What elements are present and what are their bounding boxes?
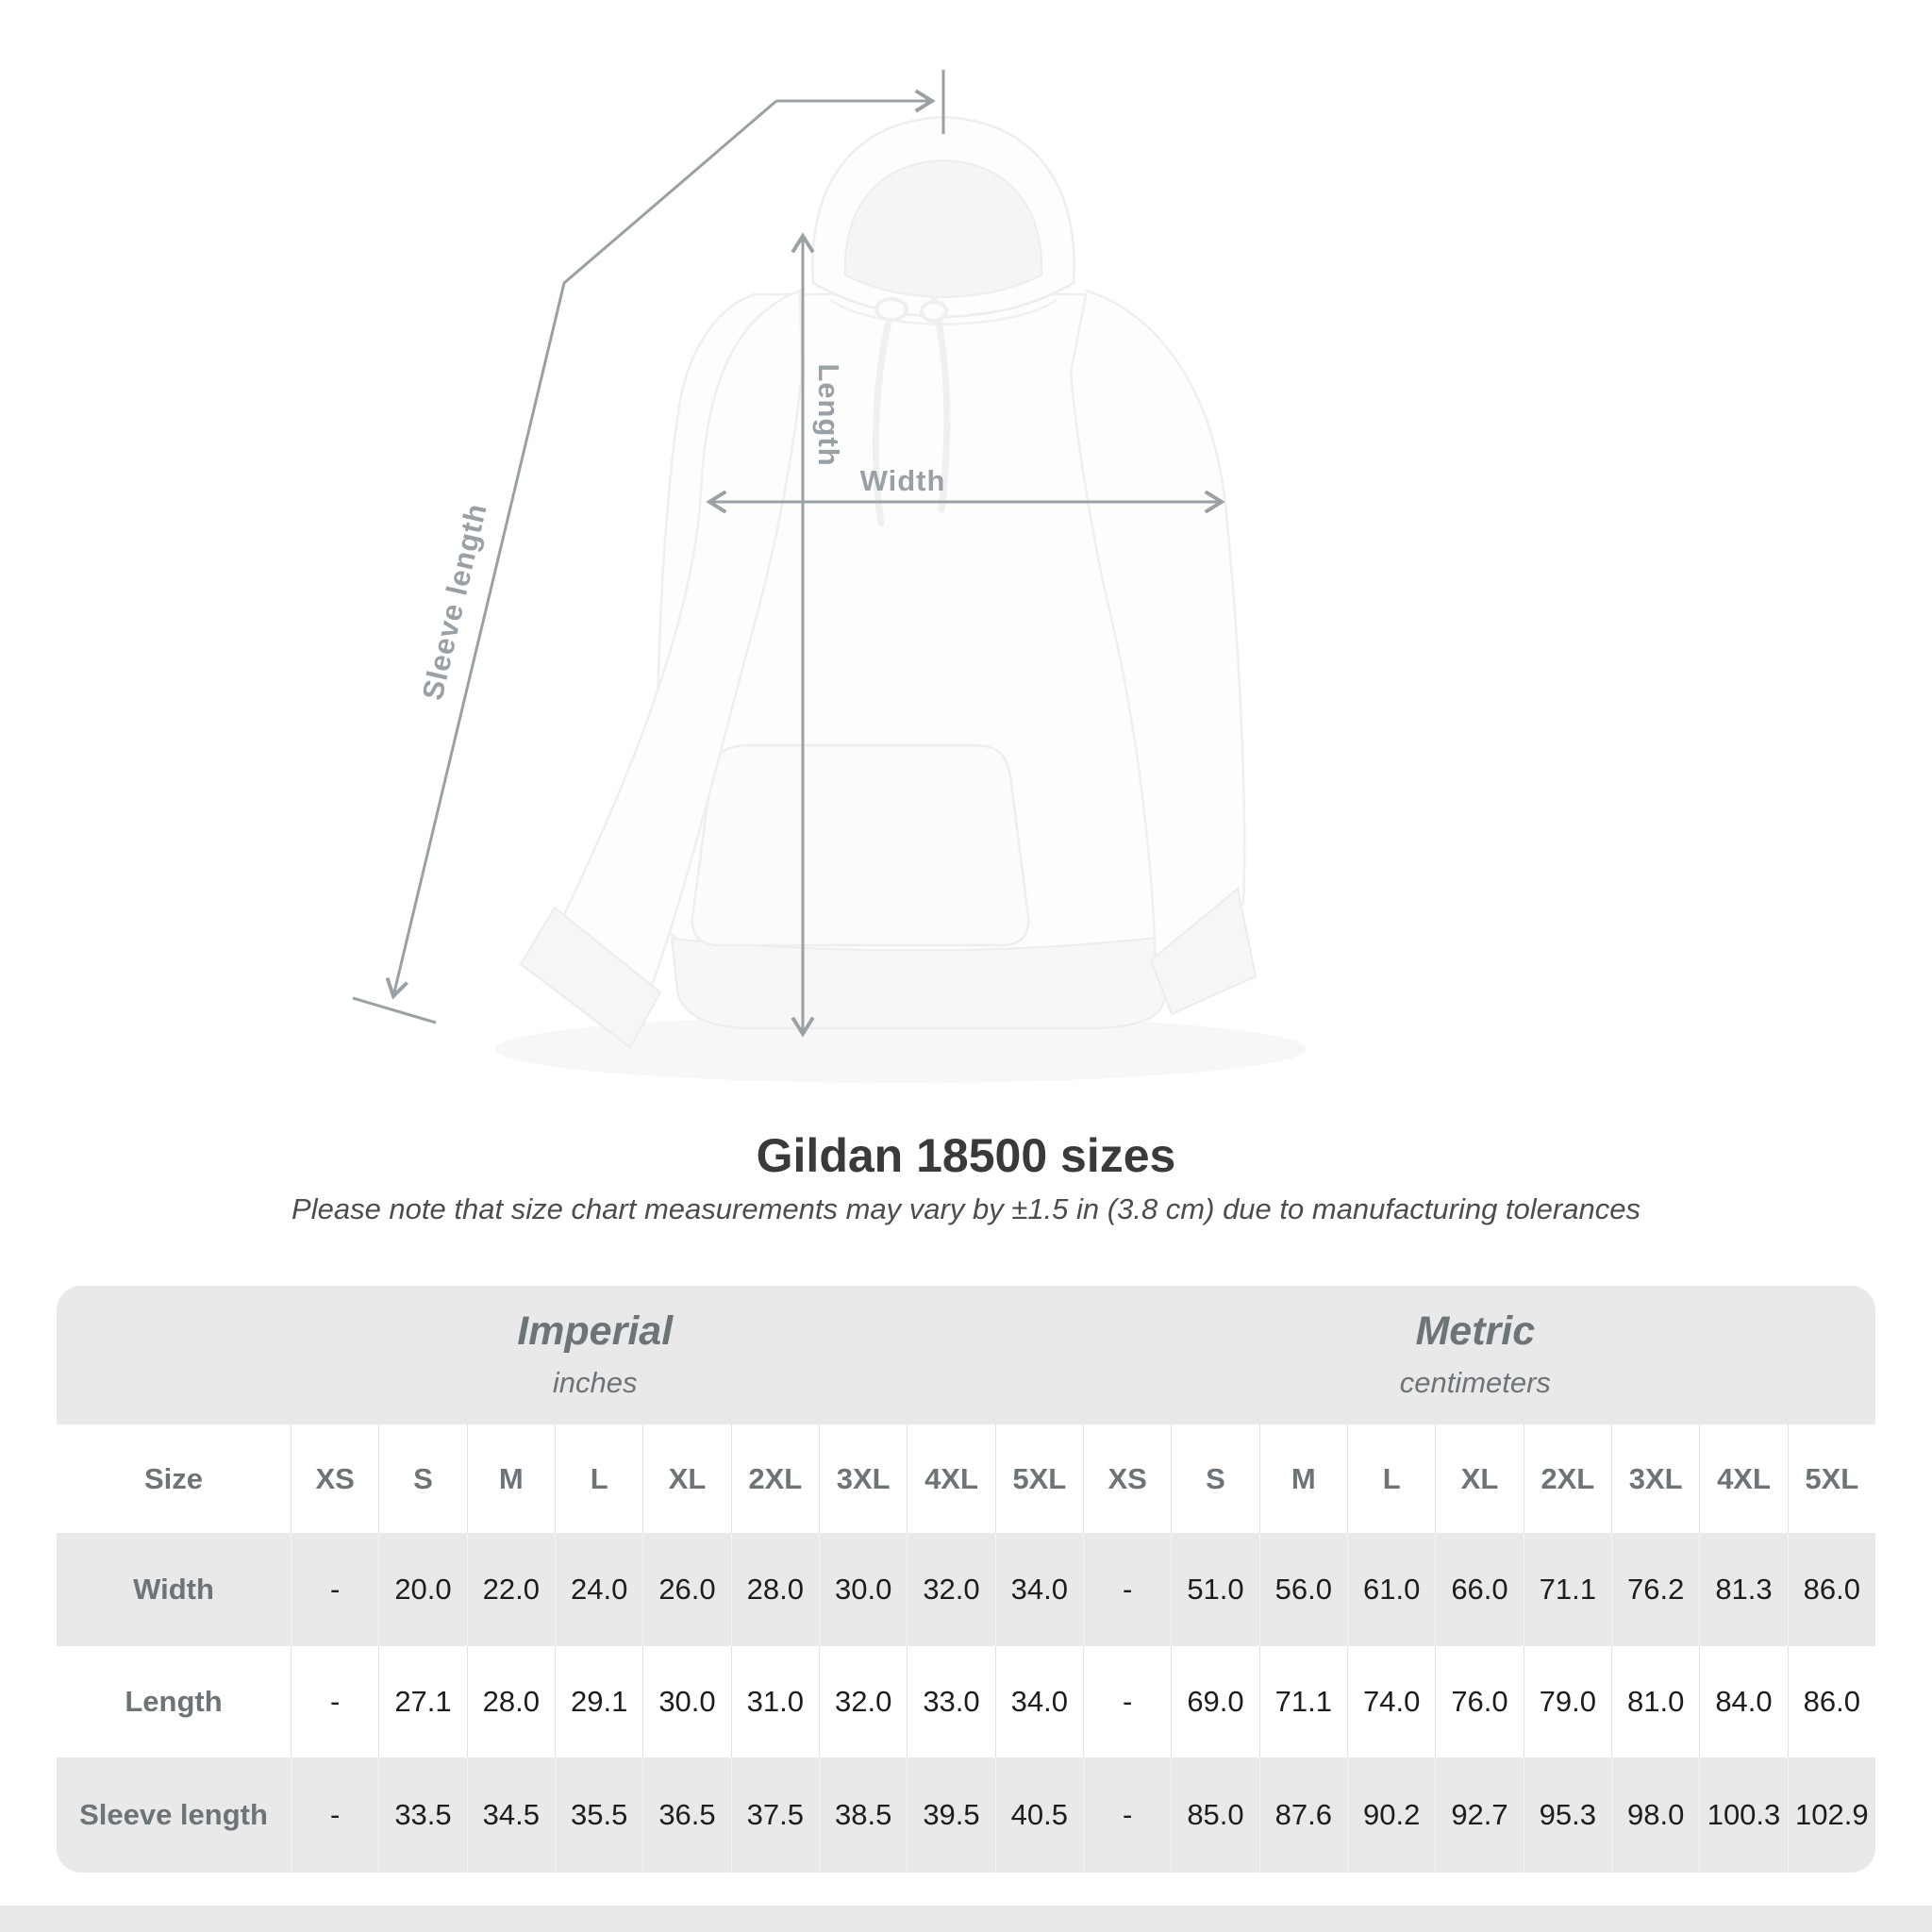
table-cell: 26.0: [642, 1533, 730, 1646]
size-header: 4XL: [907, 1424, 994, 1533]
length-label: Length: [812, 363, 845, 467]
size-header: XS: [291, 1424, 378, 1533]
unit-group-header: [57, 1286, 1875, 1424]
drawstring-bow-left: [876, 299, 907, 320]
table-cell: 84.0: [1699, 1646, 1787, 1757]
size-header: S: [1171, 1424, 1258, 1533]
table-row-length: [57, 1646, 1875, 1757]
table-cell: 66.0: [1435, 1533, 1523, 1646]
table-cell: 35.5: [555, 1757, 642, 1873]
table-cell: 81.3: [1699, 1533, 1787, 1646]
table-cell: 32.0: [819, 1646, 907, 1757]
table-cell: 30.0: [819, 1533, 907, 1646]
table-cell: 33.0: [907, 1646, 994, 1757]
table-cell: 32.0: [907, 1533, 994, 1646]
kangaroo-pocket: [692, 745, 1028, 945]
table-cell: 39.5: [907, 1757, 994, 1873]
table-cell: 90.2: [1347, 1757, 1435, 1873]
row-label: Width: [133, 1573, 214, 1606]
metric-label: Metric: [1415, 1308, 1536, 1354]
metric-unit: centimeters: [1399, 1366, 1551, 1399]
table-cell: 28.0: [731, 1533, 819, 1646]
metric-group: [1400, 1286, 1551, 1400]
drawstring-bow-right: [922, 302, 946, 321]
table-cell: 102.9: [1788, 1757, 1875, 1873]
table-cell: 36.5: [642, 1757, 730, 1873]
size-column-header: Size: [143, 1461, 204, 1495]
table-cell: 87.6: [1259, 1757, 1347, 1873]
size-header: M: [467, 1424, 555, 1533]
table-cell: 29.1: [555, 1646, 642, 1757]
table-cell: 86.0: [1788, 1533, 1875, 1646]
table-cell: 30.0: [642, 1646, 730, 1757]
table-cell: 92.7: [1435, 1757, 1523, 1873]
table-cell: 40.5: [995, 1757, 1083, 1873]
size-header: S: [378, 1424, 466, 1533]
table-cell: 100.3: [1699, 1757, 1787, 1873]
size-header: 5XL: [1788, 1424, 1875, 1533]
page-title: Gildan 18500 sizes: [756, 1129, 1176, 1182]
size-header: XL: [642, 1424, 730, 1533]
table-cell: 37.5: [731, 1757, 819, 1873]
size-header: XS: [1083, 1424, 1171, 1533]
imperial-group: [517, 1286, 673, 1400]
table-cell: 71.1: [1524, 1533, 1611, 1646]
imperial-unit: inches: [552, 1366, 638, 1399]
sleeve-length-label: Sleeve length: [415, 499, 493, 704]
table-cell: 51.0: [1171, 1533, 1258, 1646]
table-cell: -: [291, 1533, 378, 1646]
table-cell: 56.0: [1259, 1533, 1347, 1646]
table-cell: 95.3: [1524, 1757, 1611, 1873]
table-cell: 34.0: [995, 1533, 1083, 1646]
table-cell: 76.0: [1435, 1646, 1523, 1757]
table-cell: 20.0: [378, 1533, 466, 1646]
sleeve-bottom-tick: [353, 998, 436, 1023]
table-cell: -: [1083, 1533, 1171, 1646]
table-cell: -: [291, 1646, 378, 1757]
table-cell: 71.1: [1259, 1646, 1347, 1757]
tolerance-note: Please note that size chart measurements may vary by ±1.5 in (3.8 cm) due to manufacturing tolerances: [291, 1192, 1641, 1225]
table-cell: 24.0: [555, 1533, 642, 1646]
table-cell: 38.5: [819, 1757, 907, 1873]
table-cell: -: [1083, 1757, 1171, 1873]
size-header: 3XL: [819, 1424, 907, 1533]
width-label: Width: [859, 464, 946, 497]
table-cell: 27.1: [378, 1646, 466, 1757]
table-cell: 34.0: [995, 1646, 1083, 1757]
size-header: 2XL: [731, 1424, 819, 1533]
partial-section-strip: [0, 1906, 1932, 1932]
size-header: 3XL: [1611, 1424, 1699, 1533]
hoodie-hem: [672, 936, 1172, 1028]
table-cell: 98.0: [1611, 1757, 1699, 1873]
table-cell: -: [291, 1757, 378, 1873]
table-row-sleeve-length: [57, 1757, 1875, 1873]
table-cell: 74.0: [1347, 1646, 1435, 1757]
table-cell: -: [1083, 1646, 1171, 1757]
size-header: M: [1259, 1424, 1347, 1533]
table-cell: 69.0: [1171, 1646, 1258, 1757]
size-header: XL: [1435, 1424, 1523, 1533]
table-cell: 34.5: [467, 1757, 555, 1873]
row-label: Length: [125, 1685, 223, 1718]
size-header: L: [555, 1424, 642, 1533]
table-cell: 81.0: [1611, 1646, 1699, 1757]
size-header: 5XL: [995, 1424, 1083, 1533]
row-label: Sleeve length: [79, 1798, 268, 1831]
table-cell: 61.0: [1347, 1533, 1435, 1646]
table-cell: 28.0: [467, 1646, 555, 1757]
table-cell: 85.0: [1171, 1757, 1258, 1873]
table-row-width: [57, 1533, 1875, 1646]
table-cell: 33.5: [378, 1757, 466, 1873]
table-cell: 76.2: [1611, 1533, 1699, 1646]
size-header: 4XL: [1699, 1424, 1787, 1533]
table-cell: 31.0: [731, 1646, 819, 1757]
size-header: 2XL: [1524, 1424, 1611, 1533]
table-cell: 86.0: [1788, 1646, 1875, 1757]
size-table: [57, 1286, 1875, 1873]
table-cell: 79.0: [1524, 1646, 1611, 1757]
size-header: L: [1347, 1424, 1435, 1533]
table-cell: 22.0: [467, 1533, 555, 1646]
imperial-label: Imperial: [517, 1308, 674, 1354]
size-header-row: [57, 1424, 1875, 1533]
